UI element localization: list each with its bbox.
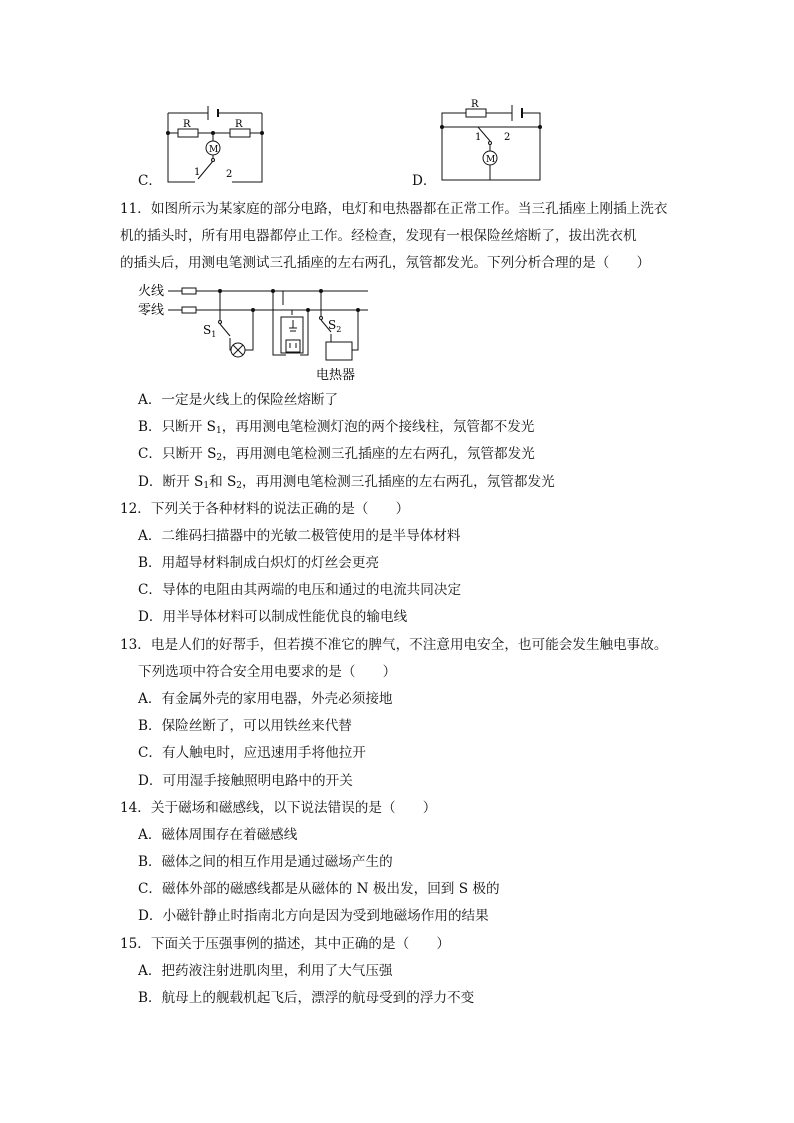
- question-12-option-c: C．导体的电阻由其两端的电压和通过的电流共同决定: [138, 582, 462, 598]
- question-12-option-d: D．用半导体材料可以制成性能优良的输电线: [138, 609, 408, 625]
- question-12-stem: 12．下列关于各种材料的说法正确的是（ ）: [120, 501, 410, 517]
- question-14-option-d: D．小磁针静止时指南北方向是因为受到地磁场作用的结果: [138, 908, 489, 924]
- question-11-option-b: B．只断开 $S_1$，再用测电笔检测灯泡的两个接线柱，氖管都不发光: [138, 419, 535, 436]
- question-11-stem-line-1: 11．如图所示为某家庭的部分电路，电灯和电热器都在正常工作。当三孔插座上刚插上洗衣: [120, 201, 668, 217]
- household-circuit-diagram: [138, 280, 378, 385]
- question-11-stem-line-2: 机的插头时，所有用电器都停止工作。经检查，发现有一根保险丝熔断了，拔出洗衣机: [120, 228, 637, 244]
- neutral-wire-label: 零线: [138, 303, 165, 318]
- circuit-figure-c: [160, 95, 270, 190]
- switch-position-label: 1: [475, 132, 482, 143]
- question-15-option-b: B．航母上的舰载机起飞后，漂浮的航母受到的浮力不变: [138, 990, 475, 1006]
- question-11-option-d: D．断开 $S_1$和 $S_2$，再用测电笔检测三孔插座的左右两孔，氖管都发光: [138, 474, 555, 491]
- switch-s2-label: $S_2$: [328, 318, 342, 334]
- question-13-stem-line-2: 下列选项中符合安全用电要求的是（ ）: [138, 664, 397, 680]
- question-14-stem: 14．关于磁场和磁感线，以下说法错误的是（ ）: [120, 800, 437, 816]
- question-13-option-b: B．保险丝断了，可以用铁丝来代替: [138, 718, 352, 734]
- option-c-label: C．: [138, 173, 162, 189]
- motor-label: M: [209, 145, 219, 155]
- question-13-option-c: C．有人触电时，应迅速用手将他拉开: [138, 745, 366, 761]
- question-12-option-b: B．用超导材料制成白炽灯的灯丝会更亮: [138, 555, 380, 571]
- question-15-option-a: A．把药液注射进肌肉里，利用了大气压强: [138, 963, 393, 979]
- question-14-option-b: B．磁体之间的相互作用是通过磁场产生的: [138, 854, 393, 870]
- live-wire-label: 火线: [138, 284, 165, 299]
- resistor-label: R: [183, 119, 191, 130]
- question-13-stem-line-1: 13．电是人们的好帮手，但若摸不准它的脾气，不注意用电安全，也可能会发生触电事故。: [120, 637, 668, 653]
- question-11-option-c: C．只断开 $S_2$，再用测电笔检测三孔插座的左右两孔，氖管都发光: [138, 446, 535, 463]
- question-14-option-a: A．磁体周围存在着磁感线: [138, 827, 298, 843]
- question-15-stem: 15．下面关于压强事例的描述，其中正确的是（ ）: [120, 936, 450, 952]
- question-11-option-a: A．一定是火线上的保险丝熔断了: [138, 392, 339, 408]
- question-11-stem-line-3: 的插头后，用测电笔测试三孔插座的左右两孔，氖管都发光。下列分析合理的是（ ）: [120, 255, 651, 271]
- switch-position-label: 2: [226, 169, 233, 180]
- question-13-option-a: A．有金属外壳的家用电器，外壳必须接地: [138, 691, 393, 707]
- question-14-option-c: C．磁体外部的磁感线都是从磁体的 N 极出发，回到 S 极的: [138, 881, 500, 897]
- option-d-label: D．: [412, 173, 437, 189]
- question-13-option-d: D．可用湿手接触照明电路中的开关: [138, 773, 353, 789]
- resistor-label: R: [471, 99, 479, 110]
- switch-position-label: 2: [504, 132, 511, 143]
- switch-position-label: 1: [194, 167, 201, 178]
- question-12-option-a: A．二维码扫描器中的光敏二极管使用的是半导体材料: [138, 528, 461, 544]
- resistor-label: R: [235, 119, 243, 130]
- motor-label: M: [486, 155, 496, 165]
- heater-label: 电热器: [316, 368, 356, 383]
- circuit-figure-d: [434, 95, 549, 190]
- switch-s1-label: $S_1$: [203, 323, 217, 339]
